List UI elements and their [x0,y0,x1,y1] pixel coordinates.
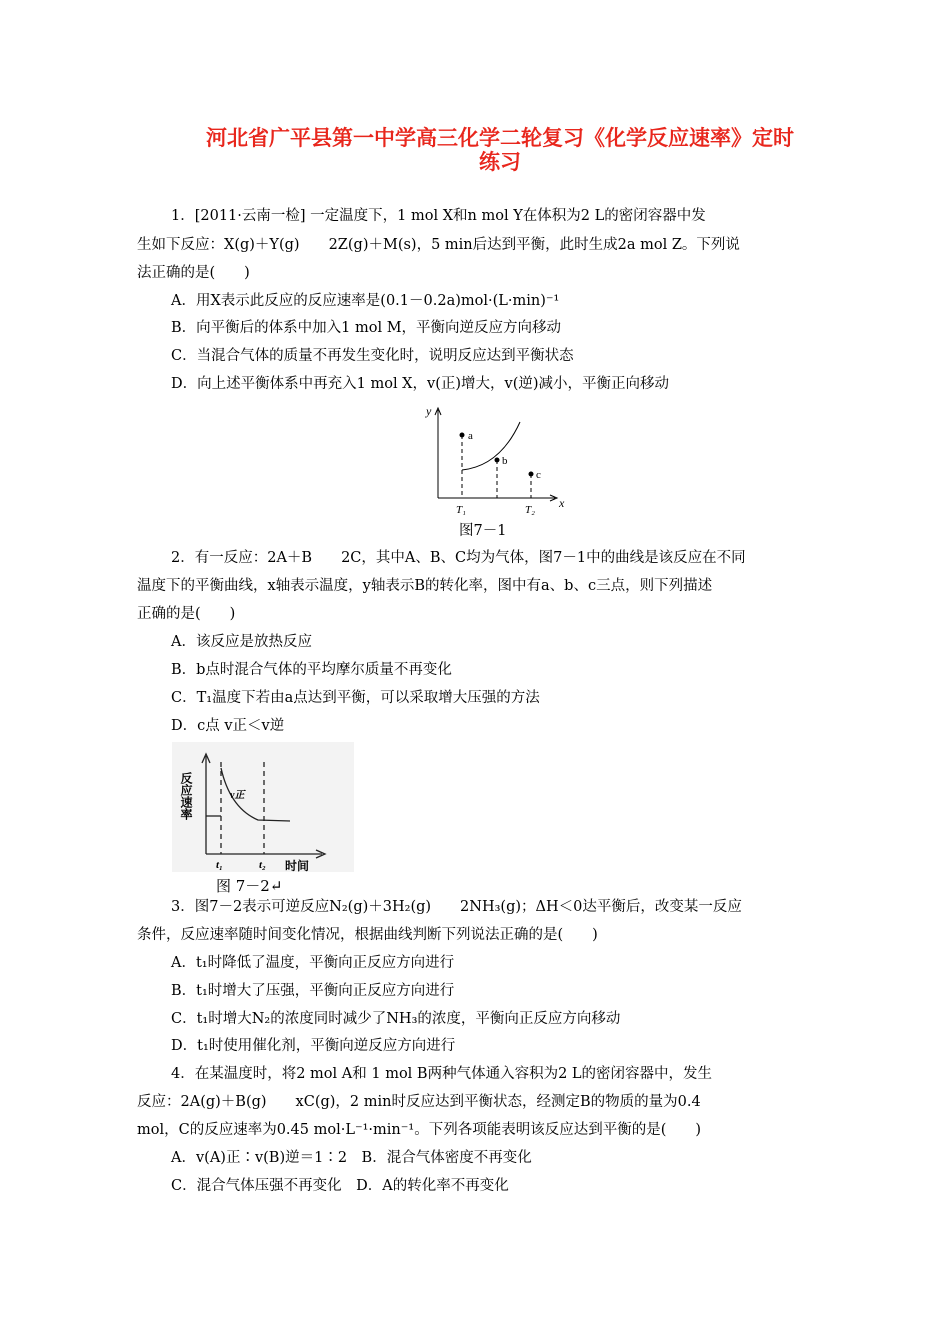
q4-options-cd: C．混合气体压强不再变化 D．A的转化率不再变化 [171,1178,509,1194]
q2-option-c: C．T₁温度下若由a点达到平衡，可以采取增大压强的方法 [171,690,540,706]
point-c [529,472,534,477]
fig72-x-axis-label: 时间 [285,859,310,873]
q1-stem-line3: 法正确的是( ) [137,265,250,281]
label-a: a [468,430,473,442]
q2-option-a: A．该反应是放热反应 [171,634,312,650]
q4-stem-line2: 反应：2A(g)＋B(g) xC(g)，2 min时反应达到平衡状态，经测定B的物质的量为0.4 [137,1094,701,1110]
q3-stem-line2: 条件，反应速率随时间变化情况，根据曲线判断下列说法正确的是( ) [137,927,598,943]
figure-7-2-caption: 图 7－2↵ [216,877,283,895]
figure-7-1 [420,402,570,520]
q1-stem-line1: 1．[2011·云南一检] 一定温度下，1 mol X和n mol Y在体积为2 L的密闭容器中发 [171,208,706,224]
q3-option-a: A．t₁时降低了温度，平衡向正反应方向进行 [171,955,455,971]
tick-t1: T₁ [456,504,466,516]
fig72-y-axis-label: 反应速率 [179,772,193,820]
q2-stem-line2: 温度下的平衡曲线，x轴表示温度，y轴表示B的转化率，图中有a、b、c三点，则下列描述 [137,578,713,594]
point-b [495,458,500,463]
q1-option-c: C．当混合气体的质量不再发生变化时，说明反应达到平衡状态 [171,348,574,364]
q3-option-c: C．t₁时增大N₂的浓度同时减少了NH₃的浓度，平衡向正反应方向移动 [171,1011,621,1027]
page-title: 河北省广平县第一中学高三化学二轮复习《化学反应速率》定时 [206,126,794,150]
q2-option-d: D．c点 v正＜v逆 [171,718,285,734]
label-b: b [502,455,508,467]
figure-7-2 [172,742,354,892]
q1-option-d: D．向上述平衡体系中再充入1 mol X，v(正)增大，v(逆)减小，平衡正向移动 [171,376,670,392]
fig72-tick-t1: t₁ [216,859,223,871]
q1-stem-line2: 生如下反应：X(g)＋Y(g) 2Z(g)＋M(s)，5 min后达到平衡，此时生成2a mol Z。下列说 [137,237,740,253]
page-title-line2: 练习 [479,150,521,174]
y-axis-label: y [426,404,432,418]
q3-stem-line1: 3．图7－2表示可逆反应N₂(g)＋3H₂(g) 2NH₃(g)；ΔH＜0达平衡后，改变某一反应 [171,899,742,915]
q4-options-ab: A．v(A)正∶v(B)逆＝1∶2 B．混合气体密度不再变化 [171,1150,532,1166]
fig72-tick-t2: t₂ [259,859,266,871]
fig72-curve-label: v正 [230,790,245,801]
q4-stem-line3: mol，C的反应速率为0.45 mol·L⁻¹·min⁻¹。下列各项能表明该反应达到平衡的是( ) [137,1122,702,1138]
q2-option-b: B．b点时混合气体的平均摩尔质量不再变化 [171,662,452,678]
q2-stem-line3: 正确的是( ) [137,606,236,622]
q2-stem-line1: 2．有一反应：2A＋B 2C，其中A、B、C均为气体，图7－1中的曲线是该反应在不同 [171,550,746,566]
label-c: c [536,469,541,481]
q3-option-b: B．t₁时增大了压强，平衡向正反应方向进行 [171,983,455,999]
q4-stem-line1: 4．在某温度时，将2 mol A和 1 mol B两种气体通入容积为2 L的密闭容器中，发生 [171,1066,713,1082]
tick-t2: T₂ [525,504,535,516]
point-a [460,433,465,438]
q3-option-d: D．t₁时使用催化剂，平衡向逆反应方向进行 [171,1038,456,1054]
x-axis-label: x [559,496,565,510]
figure-7-1-caption: 图7－1 [459,523,507,539]
q1-option-b: B．向平衡后的体系中加入1 mol M，平衡向逆反应方向移动 [171,320,562,336]
q1-option-a: A．用X表示此反应的反应速率是(0.1－0.2a)mol·(L·min)⁻¹ [171,293,560,309]
